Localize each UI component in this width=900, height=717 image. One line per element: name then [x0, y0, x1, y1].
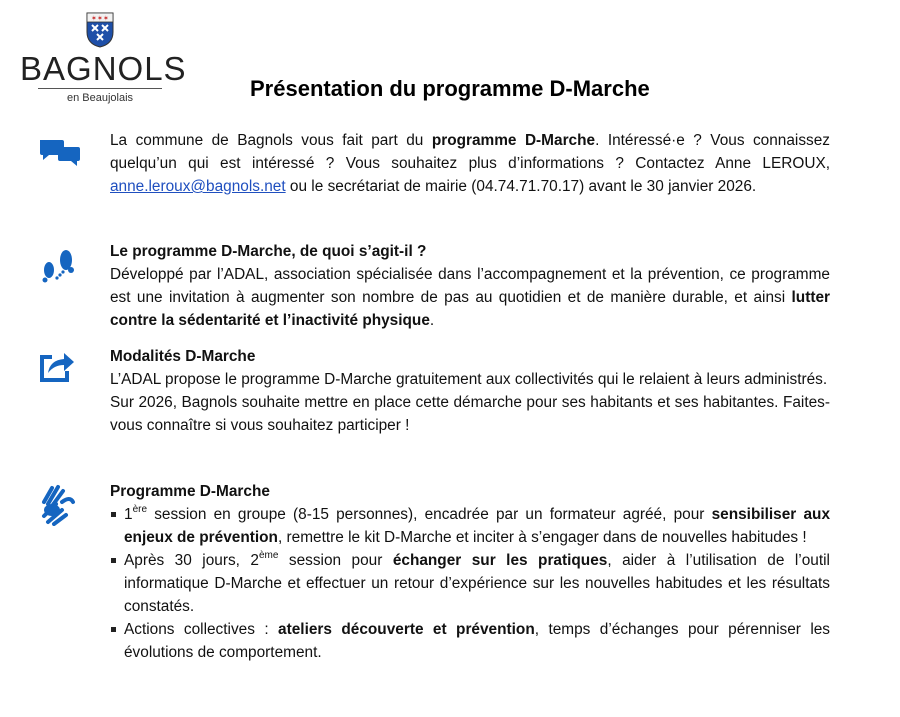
item-bold: sensibiliser aux enjeux de prévention	[124, 506, 830, 546]
what-is-section	[110, 240, 830, 332]
svg-text:✶: ✶	[97, 14, 103, 23]
logo-subtitle: en Beaujolais	[66, 92, 134, 104]
svg-text:✶: ✶	[103, 14, 109, 23]
intro-bold: programme D-Marche	[431, 132, 596, 149]
waving-hands-icon	[38, 482, 76, 526]
logo-name: BAGNOLS	[20, 50, 187, 87]
what-is-title: Le programme D-Marche, de quoi s’agit-il ?	[110, 243, 427, 260]
bagnols-logo	[20, 8, 187, 104]
modalites-section	[110, 345, 830, 437]
list-item	[110, 503, 830, 549]
what-is-text-1: Développé par l’ADAL, association spécialisée dans l’accompagnement et la prévention, ce programme est une invitation à augmenter son nombre de pas au quotidien et de manière durable, et ainsi	[110, 266, 830, 306]
intro-text-1: La commune de Bagnols vous fait part du	[110, 132, 432, 149]
list-item	[110, 549, 830, 618]
svg-text:✶: ✶	[91, 14, 97, 23]
modalites-title: Modalités D-Marche	[110, 348, 256, 365]
item-text: session en groupe (8-15 personnes), encadrée par un formateur agréé, pour	[147, 506, 712, 523]
programme-list	[110, 503, 830, 664]
share-arrow-icon	[38, 347, 76, 383]
item-text: session pour	[278, 552, 393, 569]
programme-title: Programme D-Marche	[110, 483, 270, 500]
superscript: ère	[132, 504, 148, 515]
programme-section	[110, 480, 830, 664]
session-number: 1	[124, 506, 133, 523]
item-bold: échanger sur les pratiques	[392, 552, 608, 569]
speech-bubbles-icon	[38, 138, 82, 168]
item-text: , remettre le kit D-Marche et inciter à s’engager dans de nouvelles habitudes !	[277, 529, 807, 546]
item-text: Après 30 jours, 2	[124, 552, 259, 569]
modalites-paragraph-1: L’ADAL propose le programme D-Marche gratuitement aux collectivités qui le relaient à leurs administrés.	[110, 371, 828, 388]
intro-text-3: ou le secrétariat de mairie (04.74.71.70.17) avant le 30 janvier 2026.	[285, 178, 757, 195]
superscript: ème	[258, 550, 279, 561]
coat-of-arms-icon	[86, 12, 114, 48]
item-text: , temps d’échanges pour pérenniser les évolutions de comportement.	[124, 621, 831, 661]
logo-divider	[38, 88, 162, 89]
intro-paragraph	[110, 129, 830, 198]
what-is-paragraph	[110, 263, 830, 332]
item-text: Actions collectives :	[124, 621, 279, 638]
intro-text-2: . Intéressé·e ? Vous connaissez quelqu’un qui est intéressé ? Vous souhaitez plus d’informations ? Contactez Anne LEROUX,	[110, 132, 830, 172]
item-text: , aider à l’utilisation de l’outil informatique D-Marche et effectuer un retour d’expérience sur les nouvelles habitudes et les résultats constatés.	[124, 552, 830, 615]
item-bold: ateliers découverte et prévention	[278, 621, 535, 638]
intro-section	[110, 129, 830, 198]
footprints-icon	[38, 246, 78, 284]
modalites-paragraph-2: Sur 2026, Bagnols souhaite mettre en place cette démarche pour ses habitants et ses habitantes. Faites-vous connaître si vous souhaitez participer !	[110, 394, 830, 434]
what-is-text-2: .	[429, 312, 435, 329]
what-is-bold: lutter contre la sédentarité et l’inactivité physique	[110, 289, 830, 329]
page-title: Présentation du programme D-Marche	[250, 76, 650, 101]
list-item	[110, 618, 830, 664]
email-link[interactable]: anne.leroux@bagnols.net	[110, 178, 286, 195]
